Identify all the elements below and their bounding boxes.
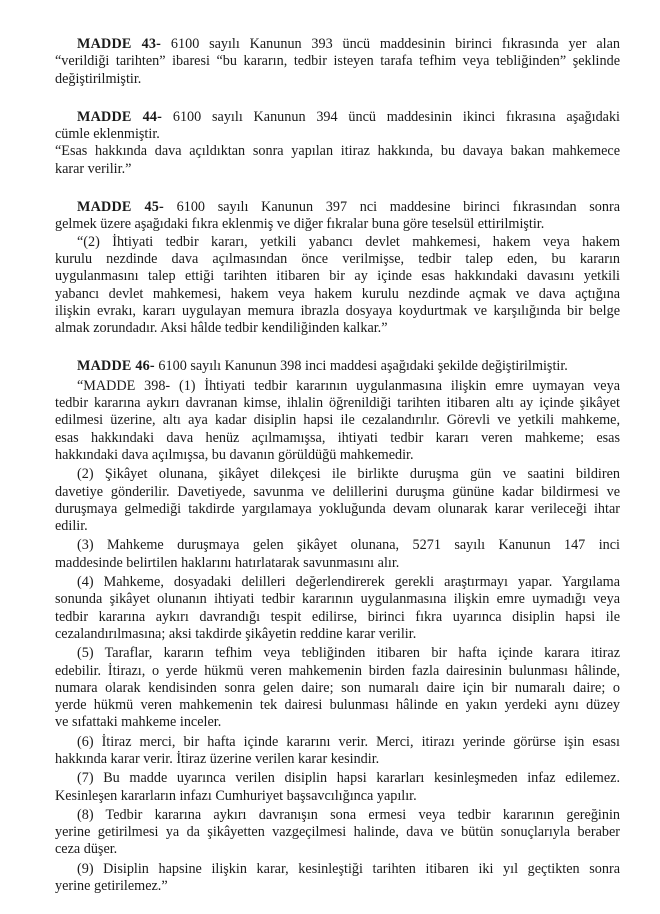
article-46-paragraph-line: cezalandırılmasına; aksi takdirde şikâyetin reddine karar verilir. <box>55 625 417 642</box>
article-46-paragraph-line: yerine getirilmesi ya da şikâyetten vazgeçilmesi halinde, dava ve bütün sonuçlarıyla beraber <box>55 824 620 841</box>
article-46-paragraph-line: esas hakkındaki dava henüz açılmamışsa, ihtiyati tedbir kararı veren mahkeme; esas <box>55 429 620 446</box>
article-46-intro: MADDE 46- 6100 sayılı Kanunun 398 inci maddesi aşağıdaki şekilde değiştirilmiştir. <box>77 358 568 375</box>
article-43-heading: MADDE 43- <box>77 36 162 52</box>
article-46-paragraph-line: “MADDE 398- (1) İhtiyati tedbir kararının uygulanmasına ilişkin emre uymayan veya <box>77 377 620 394</box>
article-46-paragraph-line: (4) Mahkeme, dosyadaki delilleri değerlendirerek gerekli araştırmayı yapar. Yargılama <box>77 574 620 591</box>
article-44-line-2: cümle eklenmiştir. <box>55 126 160 143</box>
article-43-line-2: “verildiği tarihten” ibaresi “bu kararın, tedbir isteyen tarafa tefhim veya tebliğinden” şeklinde <box>55 53 620 70</box>
article-46-paragraph-line: sonunda şikâyet olunanın ihtiyati tedbir kararının uygulanmasına ilişkin emre uymadığı veya <box>55 591 620 608</box>
article-46-paragraph-line: edilmesi üzerine, altı aya kadar disiplin hapsi ile cezalandırılır. Görevli ve yetkili mahkeme, <box>55 412 620 429</box>
article-45-line-1: MADDE 45- 6100 sayılı Kanunun 397 nci maddesine birinci fıkrasından sonra <box>77 199 620 216</box>
article-46-paragraph <box>55 537 620 572</box>
article-44-line-3: “Esas hakkında dava açıldıktan sonra yapılan itiraz hakkında, bu davaya bakan mahkemece <box>55 143 620 160</box>
article-46-paragraph <box>55 770 620 805</box>
article-46-paragraph <box>55 645 620 731</box>
article-45 <box>55 199 620 337</box>
article-46-paragraph-line: tedbir kararına aykırı davranan kimse, ihlalin öğrenildiği tarihten itibaren altı ay içinde şikâyet <box>55 395 620 412</box>
article-46-paragraph-line: Kesinleşen kararların infazı Cumhuriyet başsavcılığınca yapılır. <box>55 787 417 804</box>
article-46-paragraph-line: maddesinde belirtilen haklarını hatırlatarak savunmasını alır. <box>55 554 400 571</box>
article-46-paragraph-line: (9) Disiplin hapsine ilişkin karar, kesinleştiği tarihten itibaren iki yıl geçtikten sonra <box>77 860 620 877</box>
article-46-paragraph <box>55 861 620 896</box>
article-46-paragraph-line: yerine getirilemez.” <box>55 878 168 895</box>
article-46-paragraph <box>55 734 620 769</box>
article-46-paragraph <box>55 807 620 859</box>
article-46-paragraph-line: (2) Şikâyet olunana, şikâyet dilekçesi ile birlikte duruşma gün ve saatini bildiren <box>77 466 620 483</box>
article-46-heading: MADDE 46- <box>77 358 155 375</box>
article-43-line-3: değiştirilmiştir. <box>55 70 142 87</box>
article-44-heading: MADDE 44- <box>77 108 163 125</box>
article-46-paragraph-line: edilir. <box>55 518 88 535</box>
article-46-paragraph-line: (5) Taraflar, kararın tefhim veya tebliğinden itibaren bir hafta içinde karara itiraz <box>77 645 620 662</box>
article-46-paragraph-line: (3) Mahkeme duruşmaya gelen şikâyet olunana, 5271 sayılı Kanunun 147 inci <box>77 537 620 554</box>
article-45-line-3: “(2) İhtiyati tedbir kararı, yetkili yabancı devlet mahkemesi, hakem veya hakem <box>77 233 620 250</box>
article-45-line-7: ilişkin evrakı, kararı uygulayan memura ibrazla dosyaya koydurtmak ve karşılığında bir belge <box>55 302 620 319</box>
article-46-paragraph-line: hakkındaki dava açılmışsa, bu davanın görüldüğü mahkemedir. <box>55 446 414 463</box>
article-46-paragraph-line: (7) Bu madde uyarınca verilen disiplin hapsi kararları kesinleşmeden infaz edilemez. <box>77 770 620 787</box>
article-44 <box>55 109 620 178</box>
article-46-paragraph-line: numara olarak kendisinden sonra gelen daire; son numaralı daire için bir numaralı daire; o <box>55 679 620 696</box>
article-46-paragraph-line: yerde hükmü veren mahkemenin tek dairesi bulunması hâlinde en yakın yerdeki aynı düzey <box>55 697 620 714</box>
article-46-paragraph-line: hakkında karar verir. İtiraz üzerine verilen karar kesindir. <box>55 750 380 767</box>
article-46-paragraph-line: ceza düşer. <box>55 841 118 858</box>
article-46-paragraph-line: duruşmaya gelmediği takdirde yargılamaya yokluğunda devam olunarak karar verileceği ihtar <box>55 500 620 517</box>
article-45-line-4: kurulu nezdinde dava açılmasından önce verilmişse, tedbir talep eden, bu kararın <box>55 250 620 267</box>
article-43 <box>55 36 620 88</box>
article-45-line-8: almak zorundadır. Aksi hâlde tedbir kendiliğinden kalkar.” <box>55 320 388 337</box>
article-46-paragraph-line: ve sıfattaki mahkeme inceler. <box>55 714 222 731</box>
article-45-heading: MADDE 45- <box>77 199 164 216</box>
article-45-line-5: uygulanmasını talep ettiği tarihten itibaren bir ay içinde esas hakkındaki davasını yetkili <box>55 268 620 285</box>
article-45-line-6: yabancı devlet mahkemesi, hakem veya hakem kurulu nezdinde açmak ve dava açtığına <box>55 285 620 302</box>
article-45-line-2: gelmek üzere aşağıdaki fıkra eklenmiş ve diğer fıkralar buna göre teselsül ettirilmiştir. <box>55 216 545 233</box>
article-46 <box>55 358 620 895</box>
article-44-line-1: MADDE 44- 6100 sayılı Kanunun 394 üncü maddesinin ikinci fıkrasına aşağıdaki <box>77 108 620 125</box>
article-46-paragraphs <box>55 378 620 896</box>
article-46-paragraph <box>55 466 620 535</box>
article-46-paragraph <box>55 574 620 643</box>
article-46-paragraph-line: edebilir. İtirazı, o yerde hükmü veren mahkemenin birden fazla dairesinin bulunması hâlinde, <box>55 662 620 679</box>
article-43-line-1: MADDE 43- 6100 sayılı Kanunun 393 üncü maddesinin birinci fıkrasında yer alan <box>77 36 620 52</box>
article-44-line-4: karar verilir.” <box>55 160 132 177</box>
article-46-paragraph-line: (6) İtiraz merci, bir hafta içinde kararını verir. Merci, itirazı yerinde görürse işin esası <box>77 733 620 750</box>
article-46-paragraph <box>55 378 620 464</box>
article-46-paragraph-line: (8) Tedbir kararına aykırı davranışın sona ermesi veya tedbir kararının gereğinin <box>77 806 620 823</box>
article-46-paragraph-line: tedbir kararına aykırı davrandığı tespit edilirse, birinci fıkra uyarınca disiplin hapsi ile <box>55 608 620 625</box>
article-46-paragraph-line: davetiye gönderilir. Davetiyede, savunma ve delillerini duruşma gününe kadar bildirmesi ve <box>55 483 620 500</box>
